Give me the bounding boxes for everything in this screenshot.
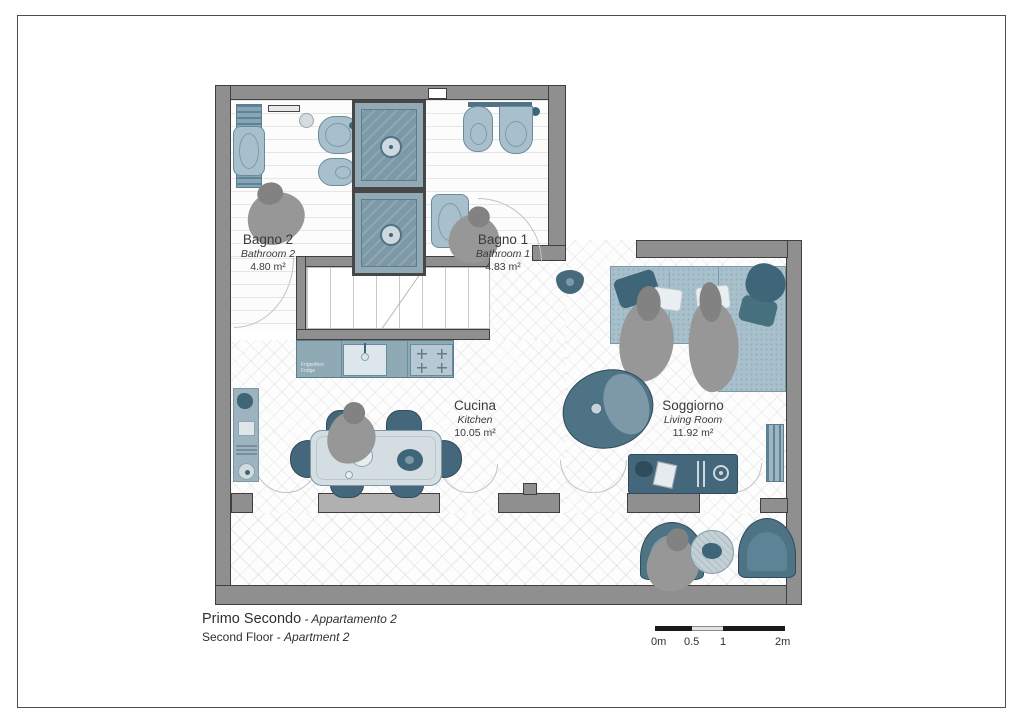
plan-title-italian (202, 611, 397, 627)
shower-drain-icon (380, 224, 402, 246)
washbasin-bathroom2 (233, 126, 265, 176)
plan-title-en-suffix: Apartment 2 (284, 630, 350, 644)
toilet-bowl (505, 121, 527, 147)
stair-break-line (382, 269, 424, 329)
room-name: Bagno 1 (477, 232, 529, 247)
bowl (713, 465, 729, 481)
plant (237, 393, 253, 409)
framed-object (238, 421, 255, 436)
stove (410, 344, 453, 376)
terrace-plant (702, 543, 722, 559)
scale-label-2: 2m (775, 636, 791, 648)
person-figure-sofa-2 (684, 280, 742, 393)
room-label-bagno1 (453, 232, 553, 273)
counter-divider (341, 341, 342, 377)
bidet-bowl (335, 166, 351, 179)
wall-pier-d (627, 493, 700, 513)
sideboard (628, 454, 738, 494)
scale-label-05: 0.5 (684, 636, 700, 648)
wall-stair-bottom (296, 329, 490, 340)
fridge-label (301, 362, 324, 375)
scale-bar (651, 626, 795, 652)
wall-living-top (636, 240, 788, 258)
plan-title-it-suffix: - Appartamento 2 (301, 612, 397, 626)
room-name: Bagno 2 (242, 232, 294, 247)
scale-label-0: 0m (651, 636, 667, 648)
room-area: 11.92 m² (672, 426, 714, 439)
shelf-bathroom2 (268, 105, 300, 112)
plan-title-it-main: Primo Secondo (202, 611, 302, 627)
person-figure-kitchen (325, 400, 379, 467)
plant-dark (635, 461, 653, 477)
wall-right-jog (760, 498, 788, 513)
room-name: Cucina (453, 398, 497, 413)
staircase (306, 267, 490, 329)
room-name: Soggiorno (662, 398, 724, 413)
book-stack (236, 445, 257, 457)
wall-left (215, 85, 231, 605)
side-shelf-unit (233, 388, 259, 482)
burner-icon (434, 347, 450, 361)
wall-top (215, 85, 566, 100)
window-top (428, 88, 447, 99)
bidet-bathroom2 (318, 158, 356, 186)
wall-pier-a (231, 493, 253, 513)
pouf-button (589, 401, 604, 416)
room-area: 10.05 m² (454, 426, 496, 439)
room-name-en: Living Room (663, 414, 723, 427)
kitchen-sink (343, 344, 387, 376)
washbasin-bowl (239, 133, 259, 169)
fridge-label-it: Frigorifero (301, 362, 324, 368)
room-name-en: Bathroom 2 (240, 248, 296, 261)
terrace-table (690, 530, 734, 574)
kitchen-counter (296, 340, 454, 378)
framed-photo (653, 461, 678, 489)
bidet-bowl (470, 123, 487, 145)
burner-icon (414, 347, 430, 361)
room-name-en: Bathroom 1 (475, 248, 531, 261)
wall-pier-c (498, 493, 560, 513)
burner-icon (434, 361, 450, 375)
pot (397, 449, 423, 471)
sink-drain (361, 353, 369, 361)
scale-label-1: 1 (720, 636, 727, 648)
toilet-bathroom1 (499, 106, 533, 154)
scale-segment-dark-1 (655, 626, 692, 631)
candle (703, 461, 705, 487)
bin-bathroom2 (299, 113, 314, 128)
wall-pier-c-notch (523, 483, 537, 495)
plan-title-english (202, 630, 349, 644)
person-figure-sofa-1 (618, 285, 677, 384)
faucet-icon (364, 343, 366, 353)
radiator-living (766, 424, 784, 482)
room-label-bagno2 (218, 232, 318, 273)
shower-drain-icon (380, 136, 402, 158)
plate (238, 463, 255, 480)
shower-bathroom1 (352, 190, 426, 276)
wall-bottom (215, 585, 802, 605)
burner-icon (414, 361, 430, 375)
candle (697, 461, 699, 487)
scale-segment-light (692, 626, 723, 631)
room-name-en: Kitchen (457, 414, 493, 427)
room-area: 4.83 m² (485, 260, 521, 273)
shower-bathroom2 (352, 100, 426, 190)
cup (345, 471, 353, 479)
room-label-soggiorno (643, 398, 743, 439)
counter-divider (407, 341, 408, 377)
room-area: 4.80 m² (250, 260, 286, 273)
bidet-bathroom1 (463, 106, 493, 152)
fridge-label-en: Fridge (301, 368, 316, 375)
scale-segment-dark-2 (723, 626, 785, 631)
room-label-cucina (425, 398, 525, 439)
toilet-bowl (325, 123, 351, 147)
plan-title-en-main: Second Floor - (202, 630, 285, 644)
